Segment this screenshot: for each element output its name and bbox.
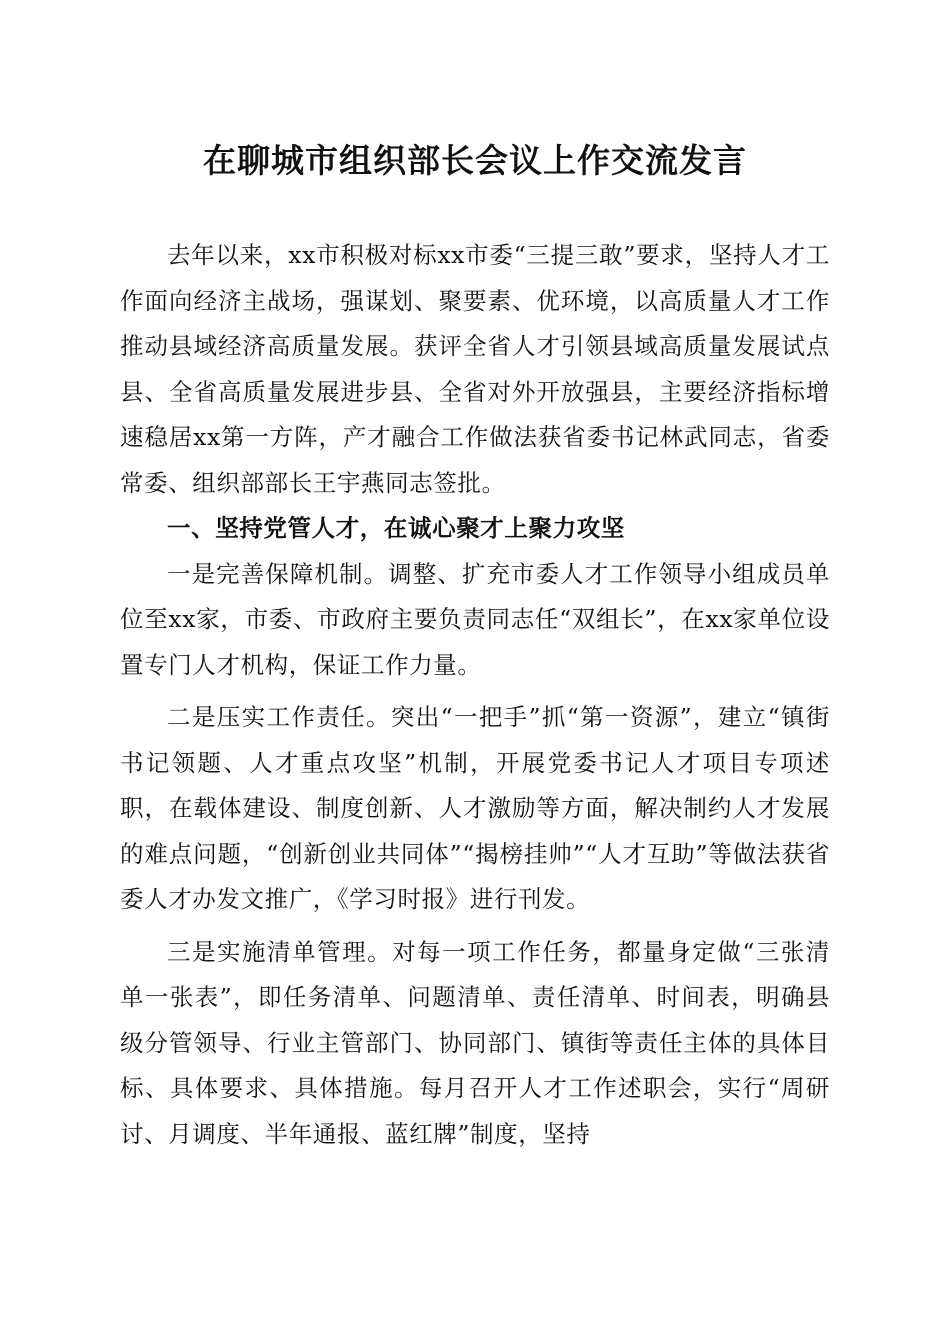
document-title: 在聊城市组织部长会议上作交流发言 xyxy=(203,141,747,180)
paragraph-text: 对每一项工作任务，都量身定做“三张清单一张表”，即任务清单、问题清单、责任清单、时间表，明确县级分管领导、行业主管部门、协同部门、镇街等责任主体的具体目标、具体要求、具体措施。每月召开人才工作述职会，实行“周研讨、月调度、半年通报、蓝红牌”制度，坚持 xyxy=(120,937,830,1148)
paragraph-lead: 一是完善保障机制。 xyxy=(167,559,389,588)
section-heading-text: 一、坚持党管人才，在诚心聚才上聚力攻坚 xyxy=(167,514,625,542)
point-paragraph-3 xyxy=(120,930,830,1158)
intro-paragraph xyxy=(120,233,830,506)
document-body xyxy=(120,233,830,1157)
section-heading xyxy=(120,506,830,552)
paragraph-text: 突出“一把手”抓“第一资源”，建立“镇街书记领题、人才重点攻坚”机制，开展党委书记人才项目专项述职，在载体建设、制度创新、人才激励等方面，解决制约人才发展的难点问题，“创新创业共同体”“揭榜挂帅”“人才互助”等做法获省委人才办发文推广，《学习时报》进行刊发。 xyxy=(120,703,830,913)
point-paragraph-1 xyxy=(120,552,830,689)
paragraph-text: 调整、扩充市委人才工作领导小组成员单位至xx家，市委、市政府主要负责同志任“双组长”，在xx家单位设置专门人才机构，保证工作力量。 xyxy=(120,559,830,679)
point-paragraph-2 xyxy=(120,695,830,923)
paragraph-lead: 二是压实工作责任。 xyxy=(167,703,391,731)
paragraph-text: 去年以来，xx市积极对标xx市委“三提三敢”要求，坚持人才工作面向经济主战场，强谋划、聚要素、优环境，以高质量人才工作推动县域经济高质量发展。获评全省人才引领县域高质量发展试点县、全省高质量发展进步县、全省对外开放强县，主要经济指标增速稳居xx第一方阵，产才融合工作做法获省委书记林武同志，省委常委、组织部部长王宇燕同志签批。 xyxy=(120,241,830,497)
paragraph-lead: 三是实施清单管理。 xyxy=(167,937,393,966)
